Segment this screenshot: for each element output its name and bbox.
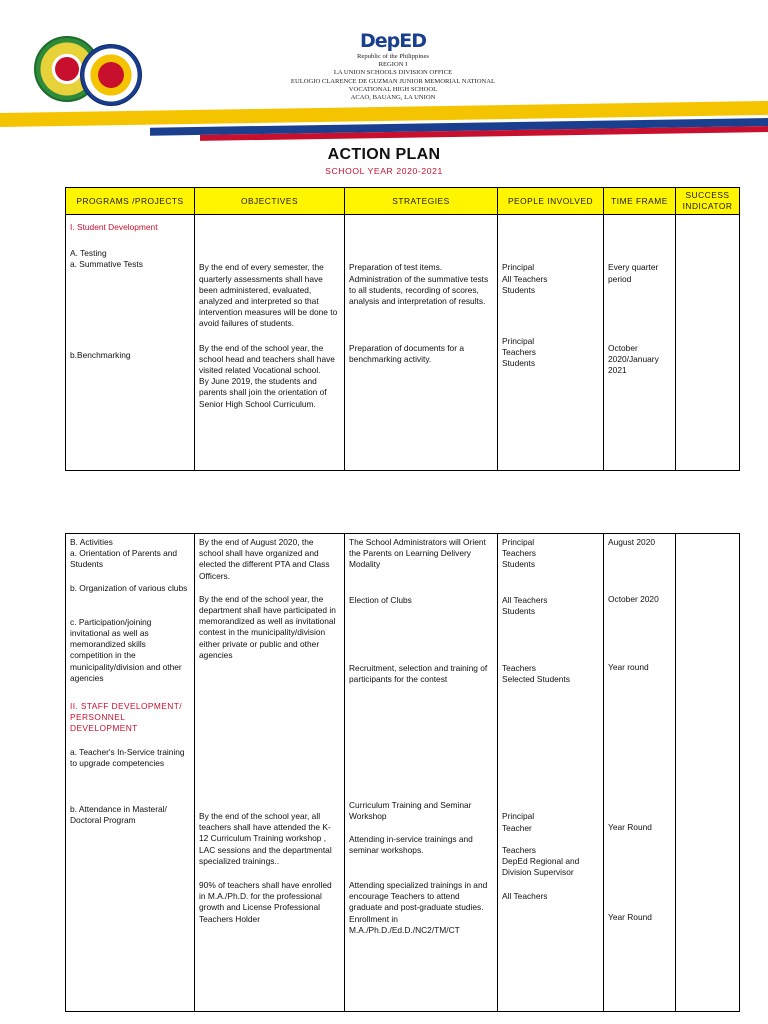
people-item: Teacher <box>502 822 532 833</box>
column-header: PEOPLE INVOLVED <box>498 188 604 215</box>
letterhead-line: REGION I <box>378 61 408 69</box>
deped-logo: DepED <box>359 30 426 52</box>
programs-cell <box>66 215 195 471</box>
column-header: OBJECTIVES <box>195 188 345 215</box>
letterhead-address <box>200 53 586 102</box>
page-subtitle: SCHOOL YEAR 2020-2021 <box>325 166 443 176</box>
strategy-text: The School Administrators will Orient the Parents on Learning Delivery Modality <box>349 537 486 570</box>
action-plan-table-1 <box>65 187 740 471</box>
people-item: Students <box>502 559 536 570</box>
letterhead-line: Republic of the Philippines <box>357 53 429 60</box>
sub-heading: A. Testing <box>70 247 107 258</box>
people-item: All Teachers <box>502 273 548 284</box>
people-item: Students <box>502 605 536 616</box>
time-frame-text: Year round <box>608 662 649 673</box>
strategy-text: Preparation of documents for a benchmarking activity. <box>349 343 464 365</box>
page-title: ACTION PLAN <box>327 146 441 163</box>
letterhead <box>0 0 768 140</box>
people-item: Selected Students <box>502 674 570 685</box>
objective-text: 90% of teachers shall have enrolled in M.A./Ph.D. for the professional growth and License Professional Teachers Holder <box>199 880 332 924</box>
strategies-cell <box>345 534 498 1012</box>
objective-text: By June 2019, the students and parents shall join the orientation of Senior High School Curriculum. <box>199 376 327 409</box>
strategy-text: Enrollment in M.A./Ph.D./Ed.D./NC2/TM/CT <box>349 913 460 935</box>
success-indicator-cell <box>676 215 740 471</box>
people-item: Teachers <box>502 844 536 855</box>
letterhead-line: VOCATIONAL HIGH SCHOOL <box>348 85 438 93</box>
objectives-cell <box>195 534 345 1012</box>
people-item: Principal <box>502 262 535 273</box>
letterhead-line: LA UNION SCHOOLS DIVISION OFFICE <box>333 69 453 77</box>
section-heading: II. STAFF DEVELOPMENT/ PERSONNEL DEVELOPMENT <box>70 701 182 734</box>
strategy-text: Attending specialized trainings in and encourage Teachers to attend graduate and post-graduate studies. <box>349 880 488 913</box>
column-header: PROGRAMS /PROJECTS <box>66 188 195 215</box>
program-item: a. Orientation of Parents and Students <box>70 548 178 570</box>
people-item: Principal <box>502 811 535 822</box>
program-item: b. Organization of various clubs <box>70 582 188 593</box>
people-item: Principal <box>502 336 535 347</box>
table-header-row <box>66 188 740 215</box>
column-header: SUCCESS INDICATOR <box>676 188 740 215</box>
strategy-text: Election of Clubs <box>349 594 412 605</box>
objectives-cell <box>195 215 345 471</box>
program-item: b. Attendance in Masteral/ Doctoral Program <box>70 804 167 826</box>
people-item: All Teachers <box>502 594 548 605</box>
table-row <box>66 215 740 471</box>
people-cell <box>498 215 604 471</box>
strategy-text: Attending in-service trainings and seminar workshops. <box>349 833 473 855</box>
letterhead-line: EULOGIO CLARENCE DE GUZMAN JUNIOR MEMORIAL NATIONAL <box>290 77 496 85</box>
objective-text: By the end of the school year, all teachers shall have attended the K-12 Curriculum Training workshop , LAC sessions and the departmental specialized trainings.. <box>199 811 332 866</box>
program-item: a. Summative Tests <box>70 258 143 269</box>
table-row <box>66 534 740 1012</box>
programs-cell <box>66 534 195 1012</box>
people-item: Teachers <box>502 548 536 559</box>
success-indicator-cell <box>676 534 740 1012</box>
column-header: TIME FRAME <box>604 188 676 215</box>
people-item: DepEd Regional and Division Supervisor <box>502 856 580 878</box>
people-item: Teachers <box>502 347 536 358</box>
objective-text: By the end of the school year, the school head and teachers shall have visited related Vocational school. <box>199 342 335 376</box>
people-cell <box>498 534 604 1012</box>
objective-text: By the end of the school year, the department shall have participated in memorandized as well as invitational contest in the municipality/division either private or public and other agencies <box>199 593 336 660</box>
time-frame-text: October 2020/January 2021 <box>608 342 659 376</box>
sub-heading: B. Activities <box>70 537 113 547</box>
letterhead-line: ACAO, BAUANG, LA UNION <box>350 94 436 102</box>
people-item: Teachers <box>502 663 536 674</box>
time-frame-text: Year Round <box>608 911 652 922</box>
time-frame-text: Every quarter period <box>608 262 659 284</box>
action-plan-table-2 <box>65 533 740 1012</box>
time-frame-text: October 2020 <box>608 594 659 605</box>
program-item: a. Teacher's In-Service training to upgrade competencies <box>70 746 185 768</box>
time-frame-cell <box>604 215 676 471</box>
objective-text: By the end of every semester, the quarterly assessments shall have been administered, evaluated, analyzed and interpreted so that intervention measures will be done to avoid failures of students. <box>199 262 338 329</box>
time-frame-text: August 2020 <box>608 537 656 547</box>
division-seal-logo <box>80 44 142 106</box>
program-item: b.Benchmarking <box>70 350 131 361</box>
strategy-text: Recruitment, selection and training of participants for the contest <box>349 662 488 685</box>
column-header: STRATEGIES <box>345 188 498 215</box>
time-frame-cell <box>604 534 676 1012</box>
people-item: Students <box>502 358 536 369</box>
section-heading: I. Student Development <box>70 222 158 233</box>
strategies-cell <box>345 215 498 471</box>
strategy-text: Curriculum Training and Seminar Workshop <box>349 800 472 822</box>
strategy-text: Preparation of test items. Administration of the summative tests to all students, recording of scores, analysis and interpretation of results. <box>349 262 489 307</box>
people-item: Principal <box>502 537 535 547</box>
program-item: c. Participation/joining invitational as well as memorandized skills competition in the municipality/division and other agencies <box>70 616 182 683</box>
time-frame-text: Year Round <box>608 821 652 832</box>
people-item: Students <box>502 284 536 295</box>
people-item: All Teachers <box>502 891 548 902</box>
objective-text: By the end of August 2020, the school shall have organized and elected the different PTA and Class Officers. <box>199 537 330 581</box>
